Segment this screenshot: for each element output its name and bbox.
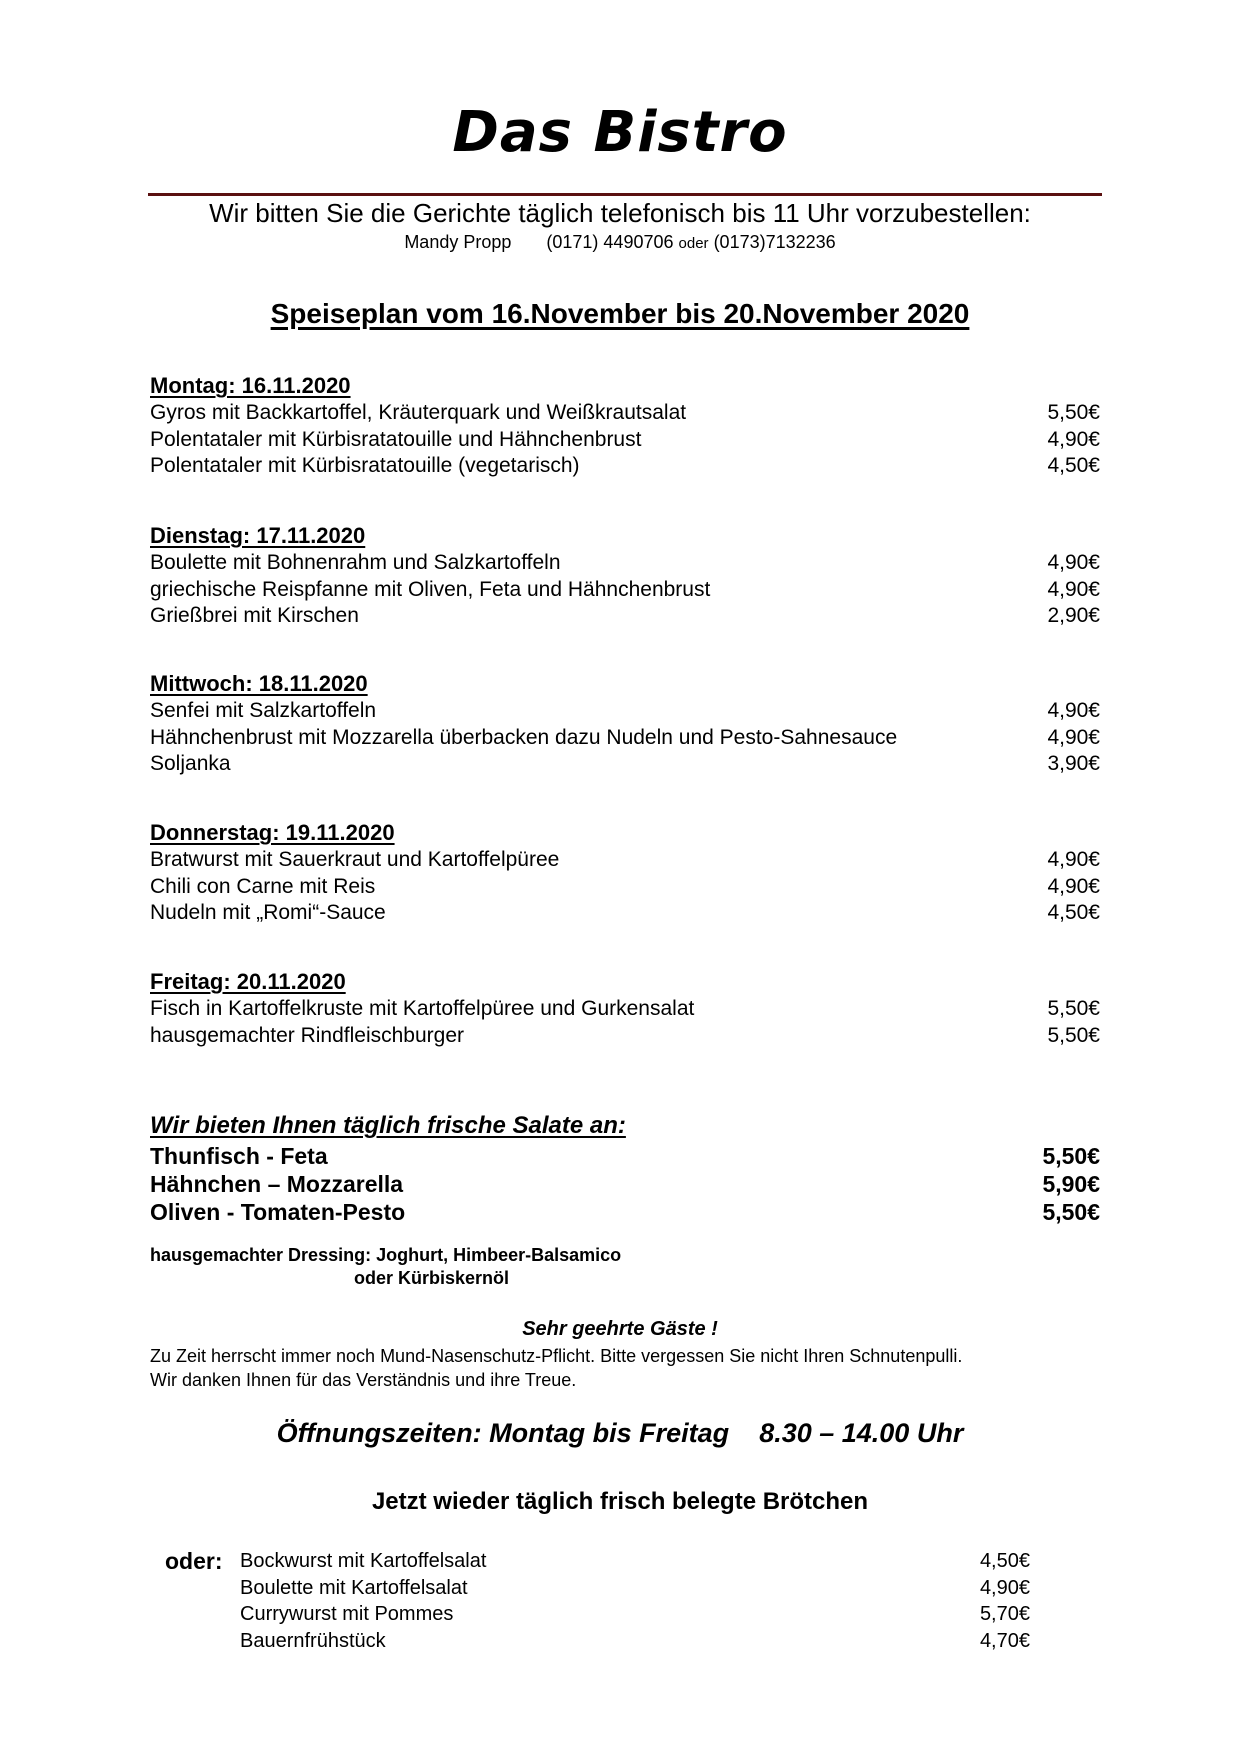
notice-line-1: Zu Zeit herrscht immer noch Mund-Nasenschutz-Pflicht. Bitte vergessen Sie nicht Ihren Schnutenpulli. xyxy=(150,1346,963,1366)
salad-item xyxy=(150,1170,1100,1198)
item-price: 3,90€ xyxy=(1047,752,1100,775)
salads-heading: Wir bieten Ihnen täglich frische Salate an: xyxy=(150,1112,626,1139)
item-name: Bockwurst mit Kartoffelsalat xyxy=(240,1550,487,1572)
item-name: griechische Reispfanne mit Oliven, Feta und Hähnchenbrust xyxy=(150,577,711,601)
item-price: 4,50€ xyxy=(979,1550,1030,1572)
item-name: Polentataler mit Kürbisratatouille und Hähnchenbrust xyxy=(150,427,642,451)
notice-text xyxy=(150,1344,962,1392)
item-name: Hähnchenbrust mit Mozzarella überbacken dazu Nudeln und Pesto-Sahnesauce xyxy=(150,725,898,749)
item-name: Bratwurst mit Sauerkraut und Kartoffelpüree xyxy=(150,848,560,871)
item-price: 5,50€ xyxy=(1047,997,1100,1020)
item-name: Oliven - Tomaten-Pesto xyxy=(150,1199,406,1225)
item-price: 4,70€ xyxy=(979,1629,1030,1652)
menu-item xyxy=(150,577,1100,604)
extra-item xyxy=(165,1601,1030,1628)
item-name: Boulette mit Kartoffelsalat xyxy=(240,1576,468,1599)
phone-2: (0173)7132236 xyxy=(713,232,836,252)
hours-time: 8.30 – 14.00 Uhr xyxy=(759,1418,964,1448)
opening-hours xyxy=(0,1418,1240,1449)
item-name: Grießbrei mit Kirschen xyxy=(150,604,359,627)
day-section-thursday xyxy=(150,819,1100,927)
item-name: Currywurst mit Pommes xyxy=(240,1603,454,1625)
salad-item xyxy=(150,1198,1100,1226)
menu-item xyxy=(150,603,1100,630)
day-section-wednesday xyxy=(150,670,1100,778)
menu-item xyxy=(150,996,1100,1023)
day-heading: Dienstag: 17.11.2020 xyxy=(150,523,366,548)
menu-item xyxy=(150,453,1100,480)
item-price: 4,90€ xyxy=(979,1576,1030,1599)
day-section-monday xyxy=(150,372,1100,480)
menu-item xyxy=(150,400,1100,427)
menu-item xyxy=(150,751,1100,778)
item-name: Gyros mit Backkartoffel, Kräuterquark und Weißkrautsalat xyxy=(150,401,687,424)
menu-item xyxy=(150,1023,1100,1050)
menu-item xyxy=(150,698,1100,725)
day-heading: Donnerstag: 19.11.2020 xyxy=(150,820,395,845)
hours-label: Öffnungszeiten: Montag bis Freitag xyxy=(276,1418,730,1448)
extra-item xyxy=(165,1575,1030,1602)
item-price: 4,90€ xyxy=(1047,577,1100,601)
item-name: Boulette mit Bohnenrahm und Salzkartoffeln xyxy=(150,551,561,574)
extra-item xyxy=(165,1548,1030,1575)
menu-item xyxy=(150,427,1100,454)
salads-list xyxy=(150,1142,1100,1226)
rolls-heading: Jetzt wieder täglich frisch belegte Brötchen xyxy=(371,1488,869,1515)
menu-item xyxy=(150,847,1100,874)
phone-1: (0171) 4490706 xyxy=(546,232,674,252)
item-price: 5,70€ xyxy=(979,1603,1030,1625)
item-price: 5,50€ xyxy=(1042,1199,1100,1225)
phone-separator: oder xyxy=(678,235,709,252)
item-name: Soljanka xyxy=(150,752,231,775)
contact-name: Mandy Propp xyxy=(404,232,512,252)
extras-prefix: oder: xyxy=(165,1548,223,1574)
item-name: Hähnchen – Mozzarella xyxy=(150,1171,404,1197)
contact-line xyxy=(0,232,1240,253)
item-name: Chili con Carne mit Reis xyxy=(150,874,376,898)
item-name: Fisch in Kartoffelkruste mit Kartoffelpüree und Gurkensalat xyxy=(150,997,695,1020)
day-heading: Mittwoch: 18.11.2020 xyxy=(150,671,368,696)
item-name: Bauernfrühstück xyxy=(240,1629,386,1652)
item-price: 4,90€ xyxy=(1047,848,1100,871)
bistro-title: Das Bistro xyxy=(452,100,788,165)
menu-item xyxy=(150,874,1100,901)
dressing-note xyxy=(150,1244,621,1290)
item-name: Thunfisch - Feta xyxy=(150,1143,328,1169)
day-heading: Freitag: 20.11.2020 xyxy=(150,969,346,994)
plan-title: Speiseplan vom 16.November bis 20.November 2020 xyxy=(270,298,970,329)
day-section-friday xyxy=(150,968,1100,1049)
extras-list xyxy=(165,1548,1030,1654)
item-price: 4,90€ xyxy=(1047,725,1100,749)
item-price: 5,50€ xyxy=(1047,1023,1100,1047)
item-name: Polentataler mit Kürbisratatouille (vegetarisch) xyxy=(150,454,580,477)
item-price: 4,90€ xyxy=(1047,427,1100,451)
dressing-line-2: oder Kürbiskernöl xyxy=(354,1268,510,1288)
day-section-tuesday xyxy=(150,522,1100,630)
menu-item xyxy=(150,900,1100,927)
notice-line-2: Wir danken Ihnen für das Verständnis und ihre Treue. xyxy=(150,1370,577,1390)
order-note: Wir bitten Sie die Gerichte täglich telefonisch bis 11 Uhr vorzubestellen: xyxy=(209,198,1031,228)
header-divider xyxy=(148,193,1102,196)
item-price: 2,90€ xyxy=(1047,604,1100,627)
item-price: 4,90€ xyxy=(1047,551,1100,574)
item-price: 5,50€ xyxy=(1047,401,1100,424)
item-name: hausgemachter Rindfleischburger xyxy=(150,1023,465,1047)
extra-item xyxy=(165,1628,1030,1655)
menu-item xyxy=(150,725,1100,752)
item-name: Nudeln mit „Romi“-Sauce xyxy=(150,901,386,924)
notice-title: Sehr geehrte Gäste ! xyxy=(522,1318,718,1340)
item-price: 5,90€ xyxy=(1042,1171,1100,1197)
menu-item xyxy=(150,550,1100,577)
item-name: Senfei mit Salzkartoffeln xyxy=(150,699,377,722)
item-price: 4,50€ xyxy=(1047,454,1100,477)
salad-item xyxy=(150,1142,1100,1170)
dressing-line-1: hausgemachter Dressing: Joghurt, Himbeer-Balsamico xyxy=(150,1245,622,1265)
item-price: 4,90€ xyxy=(1047,874,1100,898)
item-price: 4,50€ xyxy=(1047,901,1100,924)
item-price: 5,50€ xyxy=(1042,1143,1100,1169)
item-price: 4,90€ xyxy=(1047,699,1100,722)
day-heading: Montag: 16.11.2020 xyxy=(150,373,351,398)
